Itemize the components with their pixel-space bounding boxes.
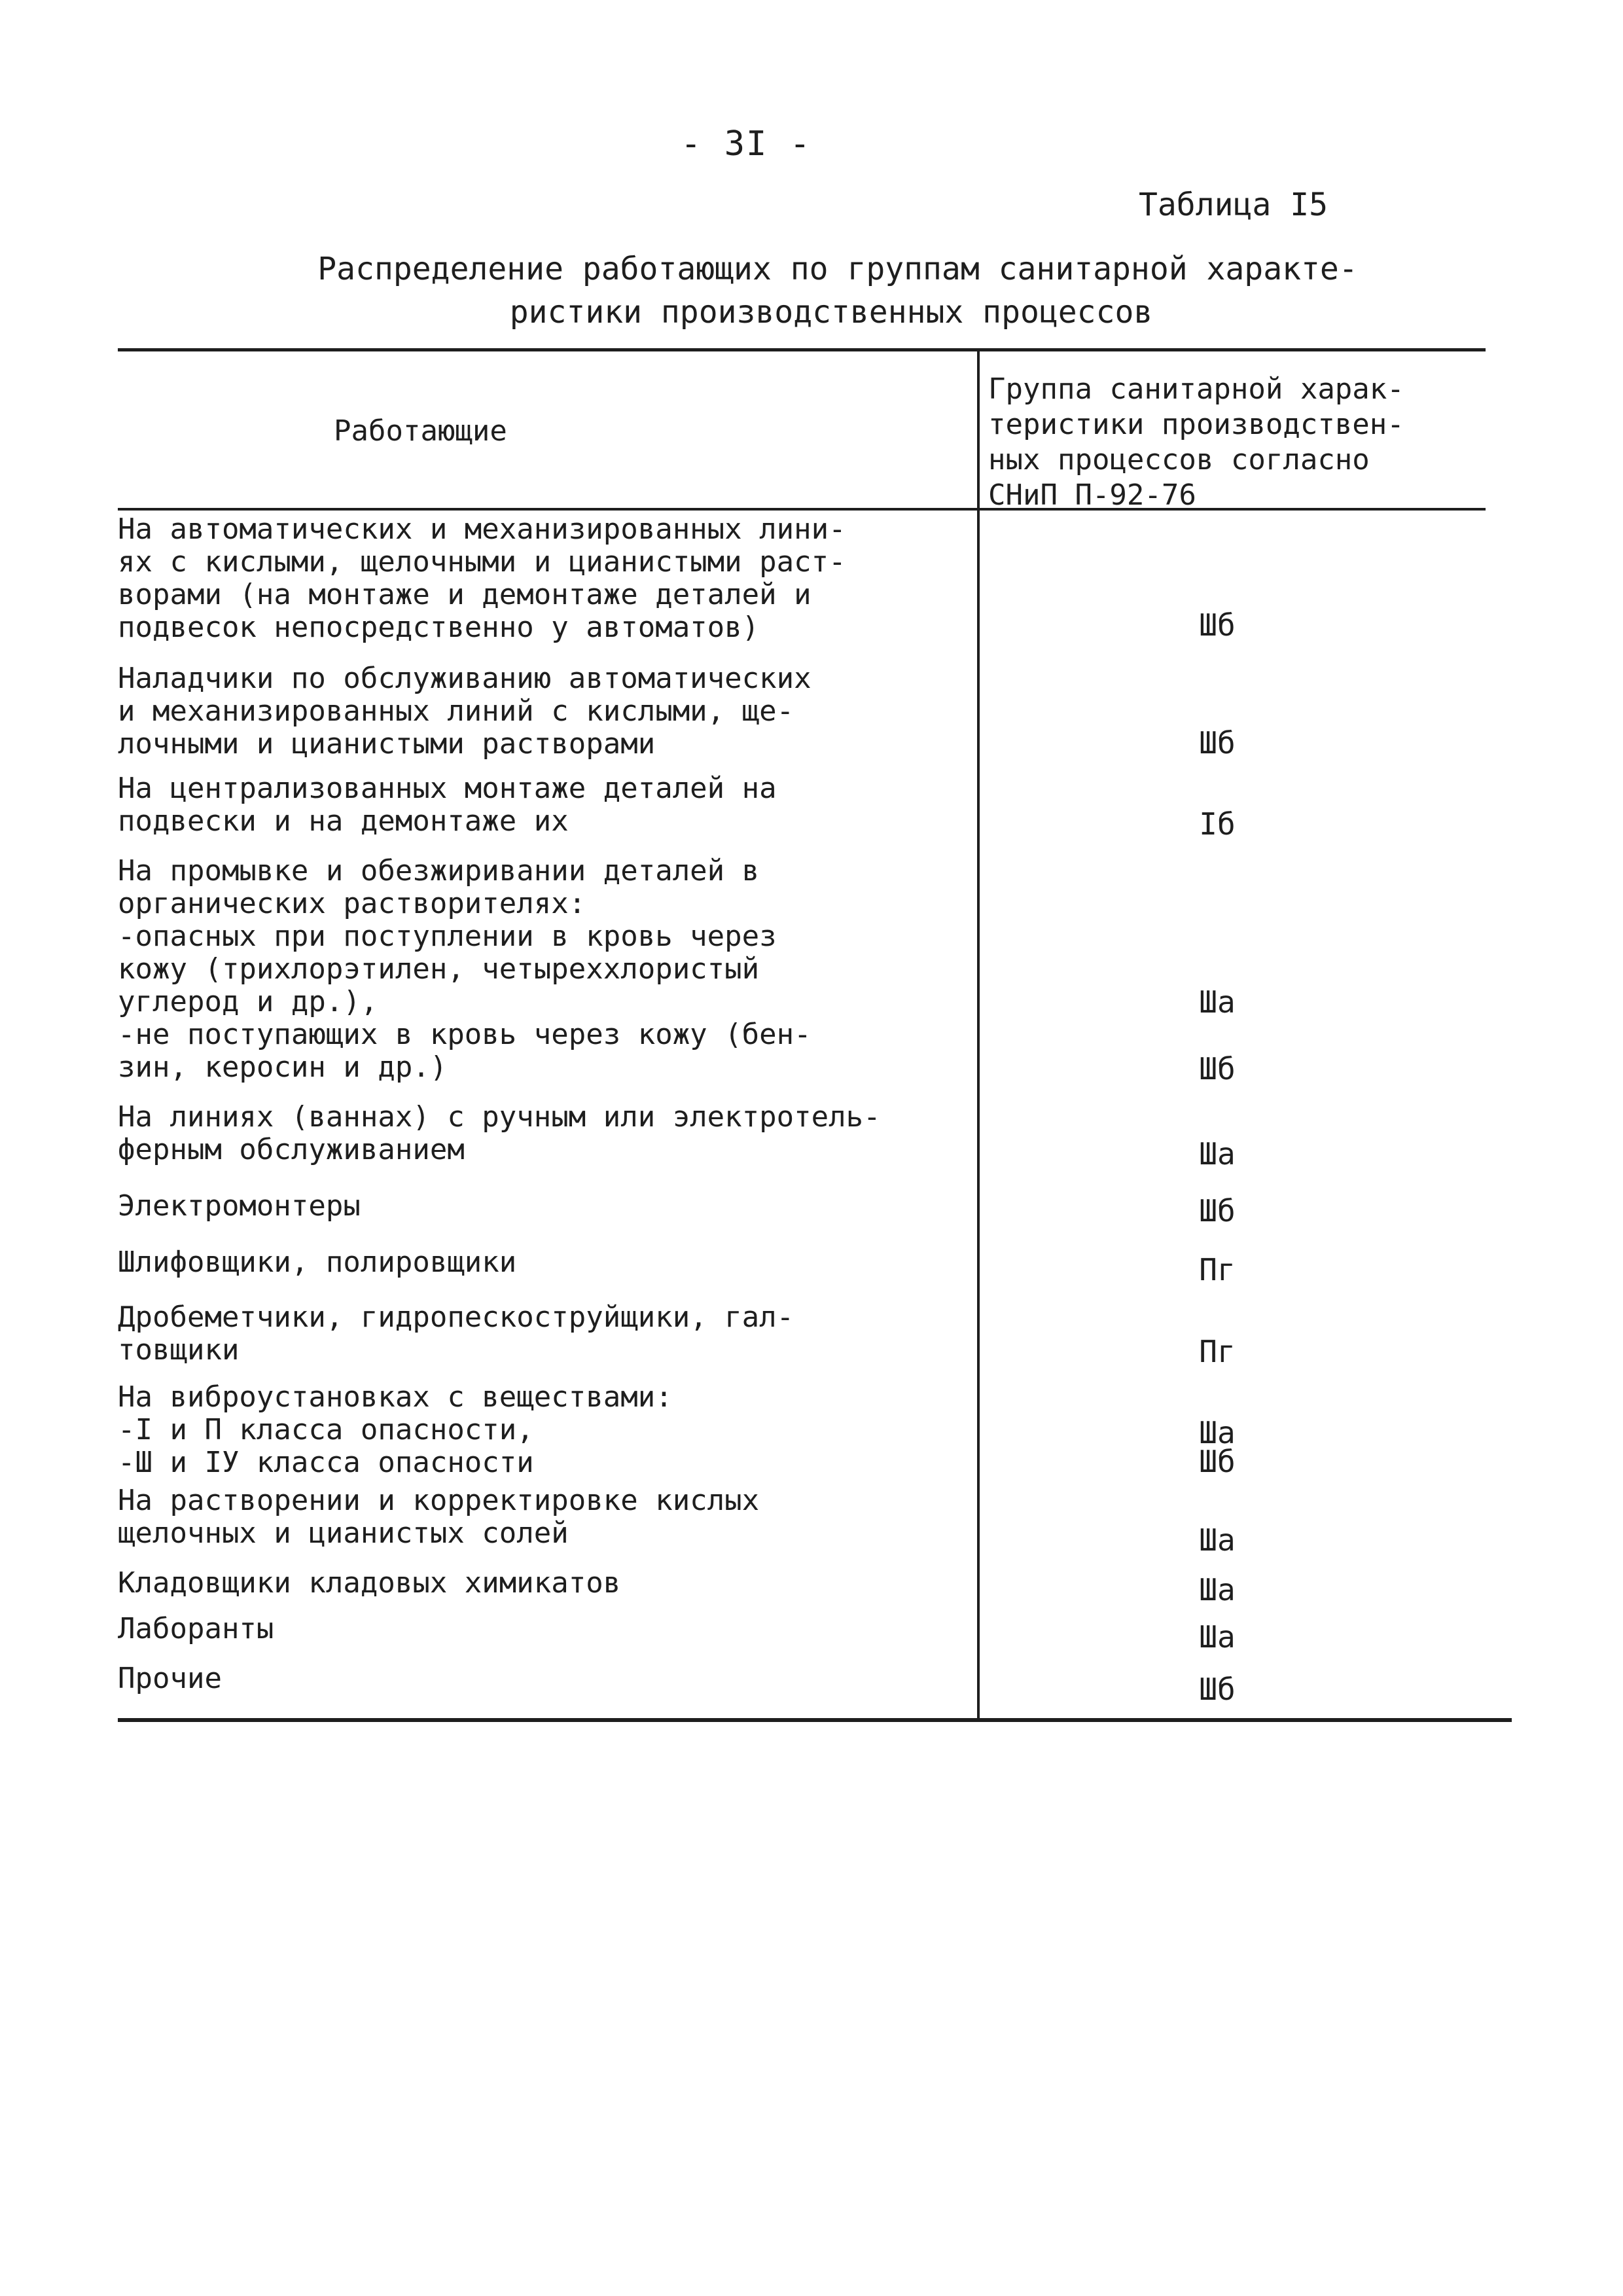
row-line: ворами (на монтаже и демонтаже деталей и: [118, 578, 812, 611]
row-line: товщики: [118, 1333, 240, 1367]
table-row: [118, 662, 812, 761]
row-group: Ша: [1199, 984, 1236, 1020]
header-workers: Работающие: [334, 414, 507, 448]
row-line: ферным обслуживанием: [118, 1133, 465, 1166]
table-column-divider: [977, 350, 980, 1720]
row-line: Прочие: [118, 1662, 222, 1695]
table-bottom-rule: [118, 1718, 1512, 1722]
row-group: Ша: [1199, 1415, 1236, 1450]
header-group-line: Группа санитарной харак-: [988, 372, 1404, 406]
row-group: Пг: [1199, 1252, 1236, 1287]
row-line: Лаборанты: [118, 1612, 274, 1645]
row-line: и механизированных линий с кислыми, ще-: [118, 694, 794, 728]
header-group-line: ных процессов согласно: [988, 443, 1370, 476]
table-row: [118, 513, 846, 644]
row-line: На растворении и корректировке кислых: [118, 1484, 760, 1517]
row-line: Шлифовщики, полировщики: [118, 1246, 517, 1279]
header-group-line: теристики производствен-: [988, 408, 1404, 441]
row-group: Шб: [1199, 1051, 1236, 1086]
row-line: На линиях (ваннах) с ручным или электротель-: [118, 1100, 881, 1134]
row-group: Шб: [1199, 607, 1236, 643]
row-line: подвески и на демонтаже их: [118, 804, 569, 838]
row-line: щелочных и цианистых солей: [118, 1516, 569, 1550]
row-group: Шб: [1199, 1672, 1236, 1707]
row-group: Шб: [1199, 1444, 1236, 1479]
row-line: На промывке и обезжиривании деталей в: [118, 854, 760, 888]
table-row: [118, 1567, 620, 1600]
row-group: Шб: [1199, 1193, 1236, 1229]
row-line: лочными и цианистыми растворами: [118, 727, 656, 761]
table-row: [118, 855, 812, 1084]
table-row: [118, 772, 777, 838]
table-title-line: ристики производственных процессов: [509, 294, 1153, 331]
row-line: зин, керосин и др.): [118, 1050, 448, 1084]
header-group: [988, 372, 1404, 513]
row-line: На виброустановках с веществами:: [118, 1380, 673, 1414]
row-line: Наладчики по обслуживанию автоматических: [118, 662, 812, 695]
row-group: Шб: [1199, 725, 1236, 761]
row-line: На автоматических и механизированных лини-: [118, 512, 846, 546]
table-row: [118, 1613, 274, 1645]
table-row: [118, 1190, 361, 1223]
row-line: подвесок непосредственно у автоматов): [118, 611, 760, 644]
table-title: [216, 247, 1459, 334]
table-row: [118, 1246, 516, 1279]
row-line: Кладовщики кладовых химикатов: [118, 1566, 621, 1600]
table-title-line: Распределение работающих по группам санитарной характе-: [317, 251, 1358, 287]
table-row: [118, 1484, 759, 1550]
row-line: -I и П класса опасности,: [118, 1413, 534, 1446]
row-line: Дробеметчики, гидропескоструйщики, гал-: [118, 1300, 794, 1334]
table-row: [118, 1381, 673, 1479]
row-group: Ша: [1199, 1572, 1236, 1607]
row-line: органических растворителях:: [118, 887, 586, 920]
row-line: -опасных при поступлении в кровь через: [118, 920, 777, 953]
table-row: [118, 1101, 881, 1166]
table-top-rule: [118, 348, 1486, 351]
row-line: углерод и др.),: [118, 985, 378, 1018]
table-row: [118, 1301, 794, 1367]
row-line: кожу (трихлорэтилен, четыреххлористый: [118, 952, 760, 986]
row-line: ях с кислыми, щелочными и цианистыми раст-: [118, 545, 846, 579]
row-group: Пг: [1199, 1334, 1236, 1369]
row-line: На централизованных монтаже деталей на: [118, 772, 777, 805]
row-group: Ша: [1199, 1522, 1236, 1558]
page-number: - 3I -: [681, 124, 812, 164]
row-line: Электромонтеры: [118, 1189, 361, 1223]
table-row: [118, 1662, 222, 1695]
row-group: Ша: [1199, 1136, 1236, 1172]
row-line: -не поступающих в кровь через кожу (бен-: [118, 1018, 812, 1051]
table-label: Таблица I5: [1139, 187, 1328, 223]
row-group: Iб: [1199, 806, 1236, 842]
row-line: -Ш и IУ класса опасности: [118, 1446, 534, 1479]
row-group: Ша: [1199, 1619, 1236, 1655]
header-group-line: СНиП П-92-76: [988, 478, 1196, 512]
